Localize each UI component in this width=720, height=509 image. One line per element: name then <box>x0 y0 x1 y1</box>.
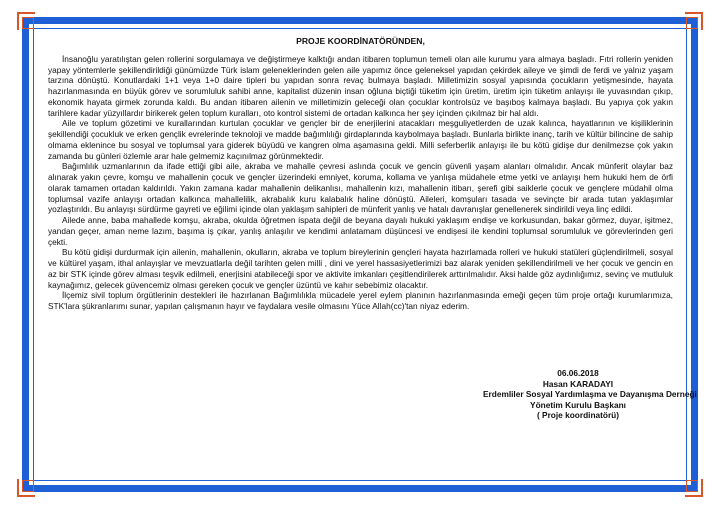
signature-name: Hasan KARADAYI <box>542 378 614 389</box>
paragraph-3: Bağımlılık uzmanlarının da ifade ettiği gibi aile, akraba ve mahalle çevresi aslında çocuk ve gencin güvenli yaşam alanları olmalıdır. Ancak münferit olaylar baz alınarak yakın çevre, komşu ve mahallenin çocuk ve gençler üzerindeki emniyet, koruma, kollama ve yanlışa müdahele etme yetki ve anlayışı hem hukuki hem de örfi olarak tamamen ortadan kaldırıldı. Yakın zamana kadar mahallenin delikanlısı, mahallenin kızı, mahallenin itibarı, şerefi gibi saiklerle çocuk ve gençlere müdahil olma toplumsal vazife anlayışı ortadan kalkınca mahallelilik, akrabalık kuru kalabalık haline dönüştü. Aileleri, komşuları tasada ve sevinçte bir arada tutan yaklaşımlar yozlaştırıldı. Bu anlayışı sürdürme gayreti ve eğilimi içinde olan yaklaşım sahipleri de münferit yanlış ve hatalı davranışlar genellenerek sindirildi veya linç edildi. <box>48 161 673 215</box>
corner-ornament-bottom-left-inner <box>22 480 34 492</box>
paragraph-2: Aile ve toplum gözetimi ve kurallarından kurtulan çocuklar ve gençler bir de enerjilerini atacakları meşguliyetlerden de uzak kalınca, hayatlarının ve kişiliklerinin şekillendiği çocukluk ve erken gençlik evrelerinde teknoloji ve madde bağımlılığı girdaplarında kaybolmaya başladı. Bunlarla birlikte inanç, tarih ve kültür bilincine de sahip olmama eklenince bu sosyal ve toplumsal yara giderek büyüdü ve kangren olma aşamasına geldi. Milli seferberlik anlayışı ile bu kötü gidişe dur denilmezse çok yakın zamanda bu günleri özlemle arar hale gelmemiz kaçınılmaz görünmektedir. <box>48 118 673 161</box>
signature-date: 06.06.2018 <box>557 368 599 378</box>
signature-position: Yönetim Kurulu Başkanı <box>530 399 626 410</box>
paragraph-1: İnsanoğlu yaratılıştan gelen rollerini sorgulamaya ve değiştirmeye kalktığı andan itibaren toplumun temeli olan aile kurumu yara almaya başladı. Fıtri rollerin yeniden yapay yöntemlerle şekillendirildiği günümüzde Türk islam geleneklerinden gelen aile yapımız önce geleneksel yapıdan çekirdek aileye ve şimdi de ferdi ve yalnız yaşam tarzına dönüştü. Konutlardaki 1+1 veya 1+0 daire tipleri bu yapıdan sonra revaç bulmaya başladı. Milletimizin sosyal yapısında çocukların yetişmesinde, hayata hazırlanmasında en büyük görev ve sorumluluk sahibi anne, kapitalist düzenin insan oğluna biçtiği tüketim için üretim, üretim için tüketim anlayışı ile yuvasından çıkıp, ekonomik hayata girmek zorunda kaldı. Bu andan itibaren ailenin ve milletimizin geleceği olan çocuklar kontrolsüz ve başıboş kalmaya başladı. Bu yapıya çok yakın tarihlere kadar yüzyıllardır birikerek gelen toplum kuralları, oto kontrol sistemi de ortadan kalkınca her şey içinden çıkılmaz bir hal aldı. <box>48 53 673 118</box>
letter-body <box>48 36 697 466</box>
signature-role: ( Proje koordinatörü) <box>536 410 620 420</box>
corner-ornament-top-left-inner <box>22 17 34 29</box>
corner-ornament-top-right-inner <box>686 17 698 29</box>
letter-title: PROJE KOORDİNATÖRÜNDEN, <box>296 36 425 46</box>
paragraph-6: İlçemiz sivil toplum örgütlerinin destekleri ile hazırlanan Bağımlılıkla mücadele yerel eylem planının hazırlanmasında emeği geçen tüm proje ortağı kurumlarımıza, STK'lara şükranlarımı sunar, yapılan çalışmanın hayır ve faydalara vesile olmasını Yüce Allah(cc)'tan niyaz ederim. <box>48 290 673 311</box>
corner-ornament-bottom-right-inner <box>686 480 698 492</box>
signature-organization: Erdemliler Sosyal Yardımlaşma ve Dayanışma Derneği <box>483 389 697 399</box>
paragraph-4: Ailede anne, baba mahallede komşu, akraba, okulda öğretmen ispata değil de beyana dayalı hukuki yaklaşım endişe ve korkusundan, bakar görmez, duyar, işitmez, yandan geçer, aman neme lazım, başıma iş çıkar, yanlış anlaşılır ve kendimi anlatamam düşüncesi ve endişesi ile kendini toplumsal sorumluluk ve görevlerinden geri çekti. <box>48 215 673 247</box>
signature-block <box>483 368 697 421</box>
paragraph-5: Bu kötü gidişi durdurmak için ailenin, mahallenin, okulların, akraba ve toplum bireylerinin gençleri hayata hazırlamada rolleri ve hukuki statüleri güçlendirilmeli, sosyal ve kültürel yaşam, ithal anlayışlar ve mevzuatlarla değil tarihten gelen milli , dini ve yerel hassasiyetlerimizi baz alarak yeniden şekillendirilmeli ve her çocuk ve gencin en az bir STK içinde görev alması teşvik edilmeli, enerjisini atabileceği spor ve aktivite imkanları çeşitlendirilerek arttırılmalıdır. Aksi halde göz aydınlığımız, sevinç ve mutluluk kaynağımız, gelecek güvencemiz olması gereken çocuk ve gençler üzüntü ve kahır sebebimiz olacaktır. <box>48 247 673 290</box>
